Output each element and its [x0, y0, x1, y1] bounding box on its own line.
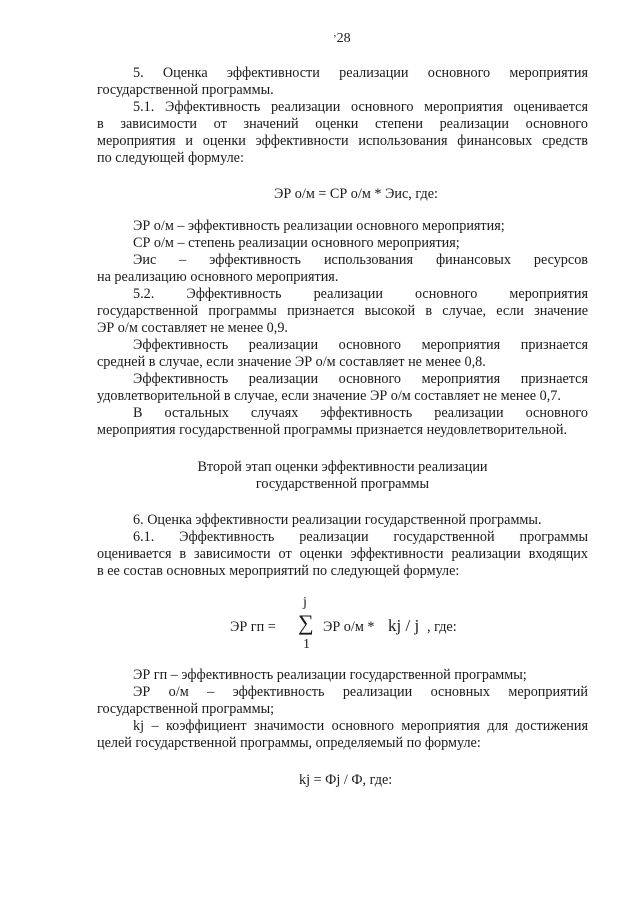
p52-line3: ЭР о/м составляет не менее 0,9.	[97, 320, 288, 336]
p52-line2: государственной программы признается высокой в случае, если значение	[97, 303, 588, 319]
p52b-line1: Эффективность реализации основного мероприятия признается	[133, 337, 588, 353]
formula-er-gp-term: ЭР о/м *	[323, 619, 375, 635]
def-er-om-gp-line2: государственной программы;	[97, 701, 275, 717]
formula-er-gp-tail: , где:	[427, 619, 457, 635]
formula-kj: kj = Фj / Ф, где:	[299, 772, 393, 788]
p52d-line2: мероприятия государственной программы признается неудовлетворительной.	[97, 422, 568, 438]
def-eis-line1: Эис – эффективность использования финансовых ресурсов	[133, 252, 588, 268]
formula-er-gp-lhs: ЭР гп =	[230, 619, 276, 635]
page-number: ʼ28	[333, 31, 351, 46]
p52b-line2: средней в случае, если значение ЭР о/м составляет не менее 0,8.	[97, 354, 486, 370]
p52d-line1: В остальных случаях эффективность реализации основного	[133, 405, 588, 421]
p61-line1: 6.1. Эффективность реализации государственной программы	[133, 529, 588, 545]
def-er-gp: ЭР гп – эффективность реализации государственной программы;	[133, 667, 527, 683]
def-eis-line2: на реализацию основного мероприятия.	[97, 269, 339, 285]
def-kj-line1: kj – коэффициент значимости основного мероприятия для достижения	[133, 718, 588, 734]
def-kj-line2: целей государственной программы, определяемый по формуле:	[97, 735, 481, 751]
sum-upper-limit: j	[303, 595, 307, 610]
formula-er-om: ЭР о/м = СР о/м * Эис, где:	[274, 186, 438, 202]
def-er-om: ЭР о/м – эффективность реализации основного мероприятия;	[133, 218, 505, 234]
p61-line3: в ее состав основных мероприятий по следующей формуле:	[97, 563, 460, 579]
formula-kj-over-j: kj / j	[388, 616, 420, 635]
p52c-line1: Эффективность реализации основного мероприятия признается	[133, 371, 588, 387]
def-er-om-gp-line1: ЭР о/м – эффективность реализации основных мероприятий	[133, 684, 588, 700]
p52-line1: 5.2. Эффективность реализации основного мероприятия	[133, 286, 588, 302]
def-sr-om: СР о/м – степень реализации основного мероприятия;	[133, 235, 460, 251]
p51-line4: по следующей формуле:	[97, 150, 244, 166]
sum-lower-limit: 1	[303, 637, 310, 652]
p51-line3: мероприятия и оценки эффективности использования финансовых средств	[97, 133, 588, 149]
section5-heading-line1: 5. Оценка эффективности реализации основного мероприятия	[133, 65, 588, 81]
p51-line2: в зависимости от значений оценки степени реализации основного	[97, 116, 588, 132]
section6-heading: 6. Оценка эффективности реализации государственной программы.	[133, 512, 542, 528]
stage2-title-line2: государственной программы	[255, 476, 430, 492]
section5-heading-line2: государственной программы.	[97, 82, 274, 98]
stage2-title-line1: Второй этап оценки эффективности реализации	[197, 459, 488, 475]
sigma-symbol: ∑	[298, 610, 314, 635]
p52c-line2: удовлетворительной в случае, если значение ЭР о/м составляет не менее 0,7.	[97, 388, 561, 404]
p61-line2: оценивается в зависимости от оценки эффективности реализации входящих	[97, 546, 588, 562]
p51-line1: 5.1. Эффективность реализации основного мероприятия оценивается	[133, 99, 588, 115]
